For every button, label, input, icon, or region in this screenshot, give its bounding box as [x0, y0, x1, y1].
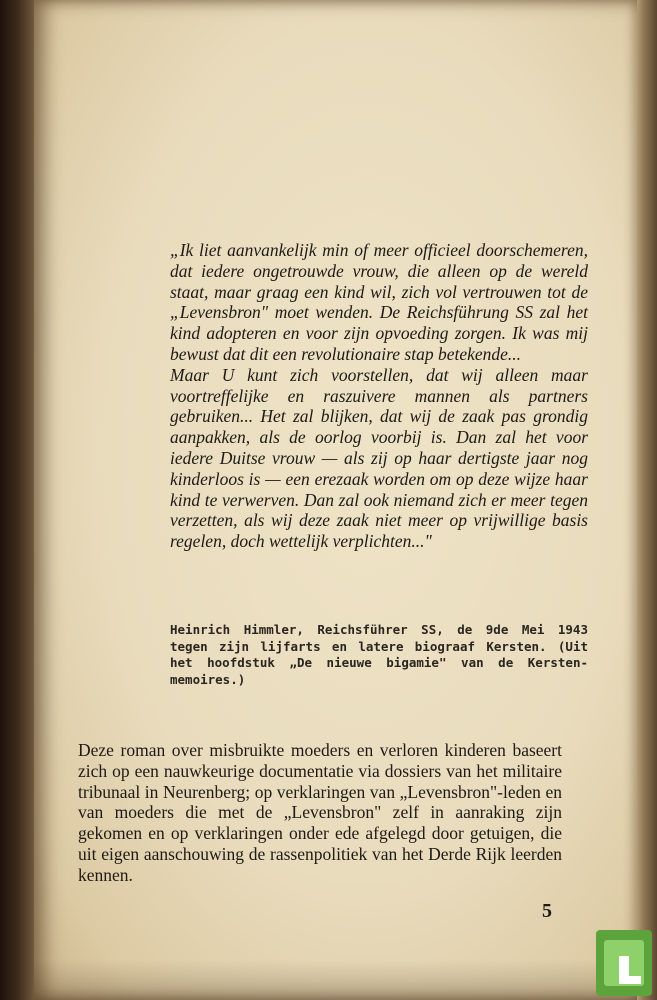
page-edge [637, 0, 657, 1000]
page-number: 5 [542, 900, 552, 922]
logo-inner [604, 940, 644, 986]
quote-paragraph-2: Maar U kunt zich voorstellen, dat wij alleen maar voortreffelijke en raszuivere mannen als partners gebruiken... Het zal blijken, dat wij de zaak pas grondig aanpakken, als de oorlog voorbij is. Dan zal het voor iedere Duitse vrouw — als zij op haar dertigste jaar nog kinderloos is — een erezaak worden om op deze wijze haar kind te verwerven. Dan zal ook niemand zich er meer tegen verzetten, als wij deze zaak niet meer op vrijwillige basis regelen, doch wettelijk verplichten..." [170, 364, 588, 552]
logo-stroke [619, 976, 641, 984]
quote-attribution: Heinrich Himmler, Reichsführer SS, de 9de Mei 1943 tegen zijn lijfarts en latere biograaf Kersten. (Uit het hoofdstuk „De nieuwe bigamie" van de Kersten-memoires.) [170, 622, 588, 687]
lastdodo-logo-icon [596, 930, 652, 996]
epigraph-quote [170, 240, 588, 552]
book-description: Deze roman over misbruikte moeders en verloren kinderen baseert zich op een nauwkeurige documentatie via dossiers van het militaire tribunaal in Neurenberg; op verklaringen van „Levensbron"-leden en van moeders die met de „Levensbron" zelf in aanraking zijn gekomen en op verklaringen onder ede afgelegd door getuigen, die uit eigen aanschouwing de rassenpolitiek van het Derde Rijk leerden kennen. [78, 740, 562, 885]
quote-paragraph-1: „Ik liet aanvankelijk min of meer officieel doorschemeren, dat iedere ongetrouwde vrouw, die alleen op de wereld staat, maar graag een kind wil, zich vol vertrouwen tot de „Levensbron" moet wenden. De Reichsführung SS zal het kind adopteren en voor zijn opvoeding zorgen. Ik was mij bewust dat dit een revolutionaire stap betekende... [170, 240, 588, 364]
page-shadow [34, 960, 637, 1000]
